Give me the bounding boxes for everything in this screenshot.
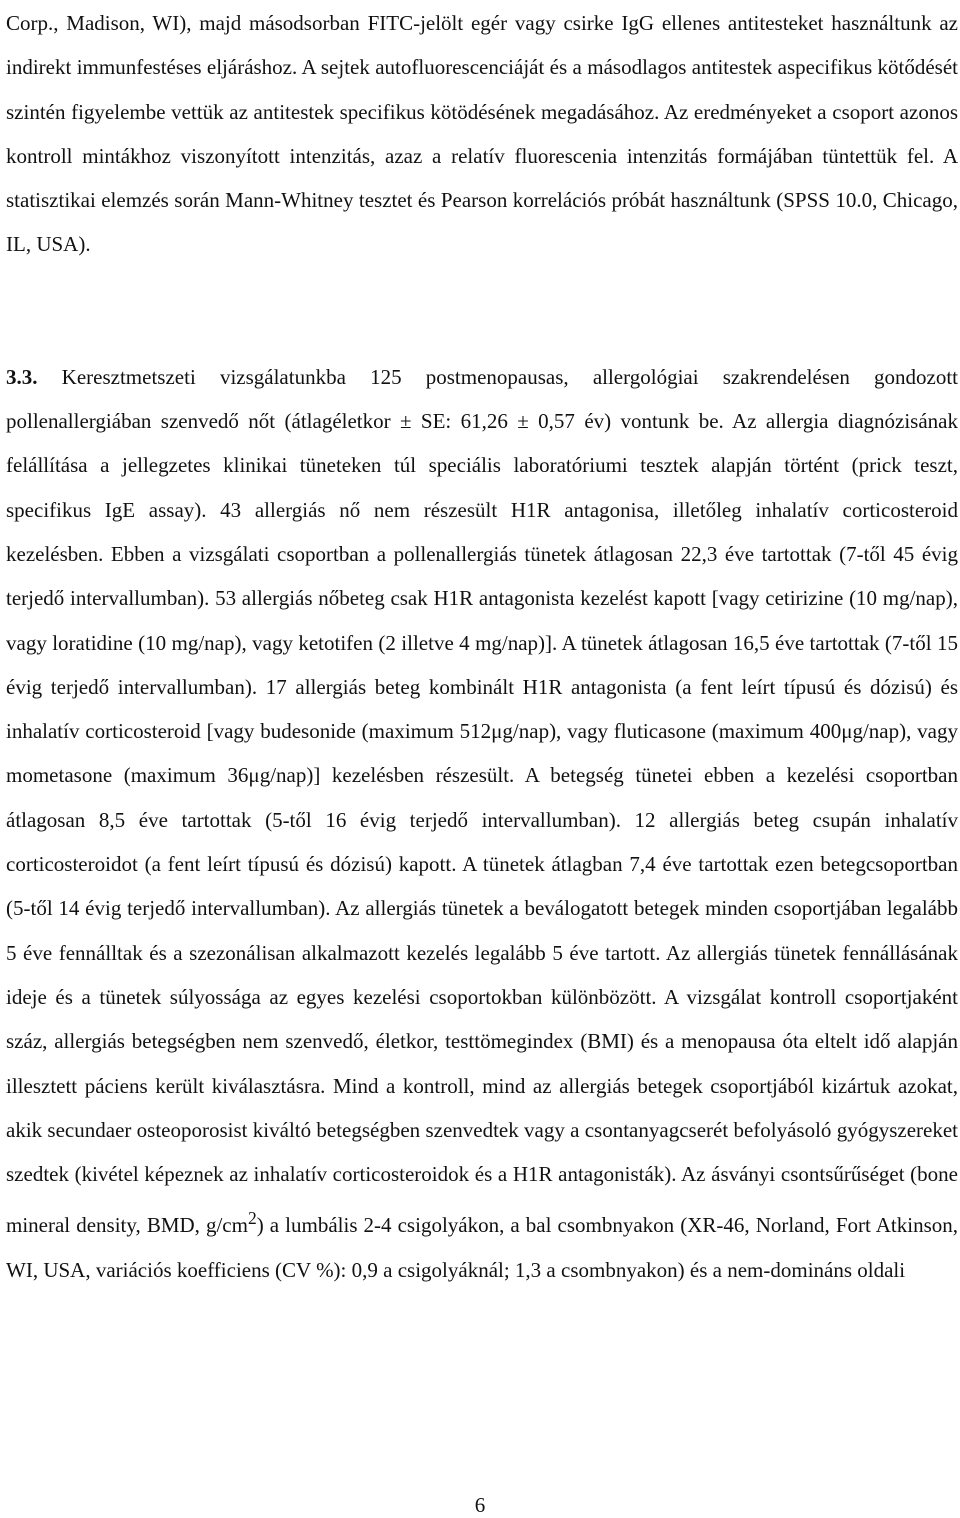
section-body-text: Keresztmetszeti vizsgálatunkba 125 postmenopausas, allergológiai szakrendelésen gondozott pollenallergiában szenvedő nőt (átlagéletkor ± SE: 61,26 ± 0,57 év) vontunk be. Az allergia diagnózisának felállítása a jellegzetes klinikai tüneteken túl speciális laboratóriumi tesztek alapján történt (prick teszt, specifikus IgE assay). 43 allergiás nő nem részesült H1R antagonisa, illetőleg inhalatív corticosteroid kezelésben. Ebben a vizsgálati csoportban a pollenallergiás tünetek átlagosan 22,3 éve tartottak (7-től 45 évig terjedő intervallumban). 53 allergiás nőbeteg csak H1R antagonista kezelést kapott [vagy cetirizine (10 mg/nap), vagy loratidine (10 mg/nap), vagy ketotifen (2 illetve 4 mg/nap)]. A tünetek átlagosan 16,5 éve tartottak (7-től 15 évig terjedő intervallumban). 17 allergiás beteg kombinált H1R antagonista (a fent leírt típusú és dózisú) és inhalatív corticosteroid [vagy budesonide (maximum 512μg/nap), vagy fluticasone (maximum 400μg/nap), vagy mometasone (maximum 36μg/nap)] kezelésben részesült. A betegség tünetei ebben a kezelési csoportban átlagosan 8,5 éve tartottak (5-től 16 évig terjedő intervallumban). 12 allergiás beteg csupán inhalatív corticosteroidot (a fent leírt típusú és dózisú) kapott. A tünetek átlagban 7,4 éve tartottak ezen betegcsoportban (5-től 14 évig terjedő intervallumban). Az allergiás tünetek a beválogatott betegek minden csoportjában legalább 5 éve fennálltak és a szezonálisan alkalmazott kezelés legalább 5 éve tartott. Az allergiás tünetek fennállásának ideje és a tünetek súlyossága az egyes kezelési csoportokban különbözött. A vizsgálat kontroll csoportjaként száz, allergiás betegségben nem szenvedő, életkor, testtömegindex (BMI) és a menopausa óta eltelt idő alapján illesztett páciens került kiválasztásra. Mind a kontroll, mind az allergiás betegek csoportjából kizártuk azokat, akik secundaer osteoporosist kiváltó betegségben szenvedtek vagy a csontanyagcserét befolyásoló gyógyszereket szedtek (kivétel képeznek az inhalatív corticosteroidok és a H1R antagonisták). Az ásványi csontsűrűséget (bone mineral density, BMD, g/cm bbox=[6, 364, 958, 1238]
paragraph-section-3-3 bbox=[6, 355, 958, 1292]
document-page bbox=[6, 0, 958, 1292]
paragraph-methods-statistics: Corp., Madison, WI), majd másodsorban FITC-jelölt egér vagy csirke IgG ellenes antitesteket használtunk az indirekt immunfestéses eljáráshoz. A sejtek autofluorescenciáját és a másodlagos antitestek aspecifikus kötődését szintén figyelembe vettük az antitestek specifikus kötödésének megadásához. Az eredményeket a csoport azonos kontroll mintákhoz viszonyított intenzitás, azaz a relatív fluorescenia intenzitás formájában tüntettük fel. A statisztikai elemzés során Mann-Whitney tesztet és Pearson korrelációs próbát használtunk (SPSS 10.0, Chicago, IL, USA). bbox=[6, 11, 958, 257]
section-body-text-continued: ) a lumbális 2-4 csigolyákon, a bal csombnyakon (XR-46, Norland, Fort Atkinson, WI, USA, variációs koefficiens (CV %): 0,9 a csigolyáknál; 1,3 a csombnyakon) és a nem-domináns oldali bbox=[6, 1213, 958, 1282]
page-number: 6 bbox=[474, 1493, 486, 1517]
section-number: 3.3. bbox=[6, 364, 38, 389]
superscript-unit-exponent: 2 bbox=[247, 1208, 257, 1229]
